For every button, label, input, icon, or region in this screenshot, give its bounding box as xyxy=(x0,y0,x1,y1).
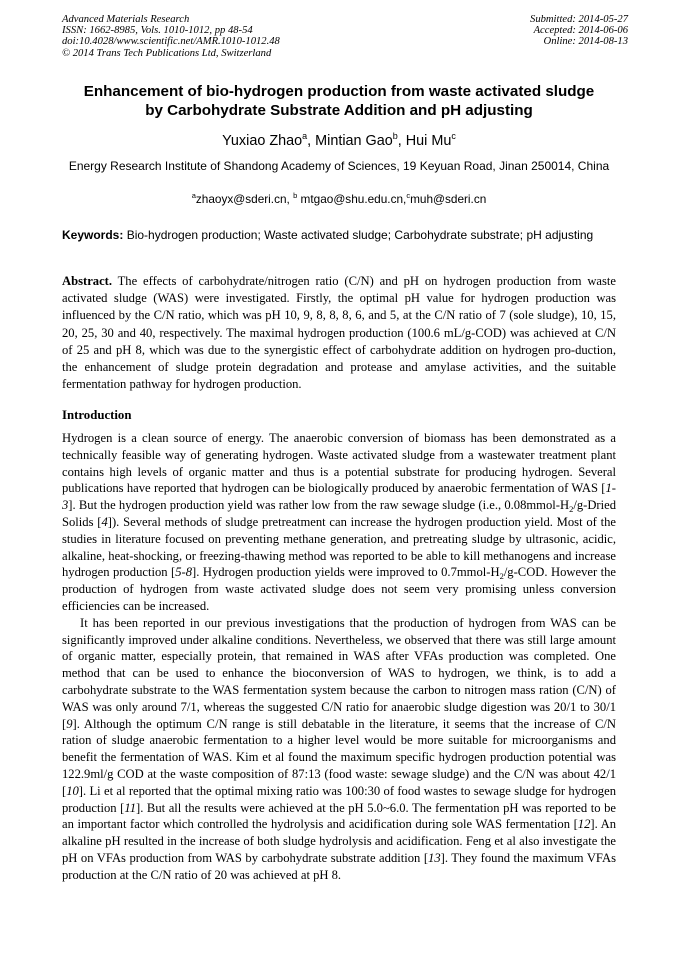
paragraph-text: ]. But all the results were achieved at the pH 5.0~6.0. The fermentation pH was reported to be an important factor which controlled the hydrolysis and acidification during sole WAS fermentation [ xyxy=(62,800,616,832)
section-heading-introduction: Introduction xyxy=(62,408,132,422)
journal-info xyxy=(62,14,280,59)
title-line-1: Enhancement of bio-hydrogen production from waste activated sludge xyxy=(83,83,595,100)
email-address: zhaoyx@sderi.cn, xyxy=(195,192,294,206)
paragraph-text: /g-Dried Solids [ xyxy=(62,498,616,529)
issn-line: ISSN: 1662-8985, Vols. 1010-1012, pp 48-54 xyxy=(62,25,253,37)
paragraph-text: ]. But the hydrogen production yield was rather low from the raw sewage sludge (i.e., 0.08mmol-H xyxy=(68,498,570,513)
paragraph-text: ]. Li et al reported that the optimal mixing ratio was 100:30 of food wastes to sewage sludge for hydrogen production [ xyxy=(62,783,616,815)
email-address: muh@sderi.cn xyxy=(410,192,487,206)
online-date: Online: 2014-08-13 xyxy=(543,36,628,48)
citation: 5-8 xyxy=(175,565,193,580)
author-name: Yuxiao Zhao xyxy=(222,133,303,149)
author-name: Mintian Gao xyxy=(315,133,393,149)
email-address: mtgao@shu.edu.cn, xyxy=(297,192,407,206)
subscript: 2 xyxy=(569,504,574,515)
citation: 13 xyxy=(428,850,441,865)
paper-title xyxy=(40,82,638,120)
paragraph xyxy=(62,615,616,884)
paragraph-text: ]. Hydrogen production yields were improved to 0.7mmol-H xyxy=(192,565,500,580)
abstract-section xyxy=(62,273,616,393)
citation: 12 xyxy=(577,817,591,832)
citation: 11 xyxy=(124,800,137,815)
doi-line: doi:10.4028/www.scientific.net/AMR.1010-1012.48 xyxy=(62,36,280,48)
paragraph xyxy=(62,430,616,615)
abstract-text: The effects of carbohydrate/nitrogen ratio (C/N) and pH on hydrogen production from waste activated sludge (WAS) were investigated. Firstly, the optimal pH value for hydrogen production was influenced by the C/N ratio, which was pH 10, 9, 8, 8, 8, 6, and 5, at the C/N ratio of 7 (sole sludge), 10, 15, 20, 25, 30 and 40, respectively. The maximal hydrogen production (100.6 mL/g-COD) was achieved at C/N of 25 and pH 8, which was due to the synergistic effect of carbohydrate addition on hydrogen pro-duction, the enhancement of sludge protein degradation and protease and amylase activities, and the suitable fermentation pathway for hydrogen production. xyxy=(62,274,616,392)
citation: 4 xyxy=(101,514,108,529)
paragraph-text: ]). Several methods of sludge pretreatment can increase the hydrogen production yield. Most of the studies in literature focused on preventing methane generation, and pretreating sludge by ultrasonic, acidic, alkaline, heat-shocking, or freezing-thawing method was reported to be able to kill methanogens and increase hydrogen production [ xyxy=(62,514,617,580)
author-affiliation-mark: c xyxy=(451,131,456,141)
paragraph-text: It has been reported in our previous investigations that the production of hydrogen from WAS can be significantly improved under alkaline conditions. Nevertheless, we observed that there was still large amount of organic matter, especially protein, that remained in WAS after VFAs production was completed. One method that can be used to enhance the bioconversion of WAS to hydrogen, we think, is to add a carbohydrate substrate to the WAS fermentation system because the carbon to nitrogen mass ration (C/N) of WAS was only around 7/1, whereas the suggested C/N ratio for anaerobic sludge digestion was 20/1 to 30/1 [ xyxy=(62,615,616,731)
title-line-2: by Carbohydrate Substrate Addition and pH adjusting xyxy=(145,102,533,119)
journal-name: Advanced Materials Research xyxy=(62,14,190,25)
subscript: 2 xyxy=(499,571,504,582)
author-name: Hui Mu xyxy=(405,133,452,149)
author-separator: , xyxy=(397,133,406,149)
publication-dates xyxy=(530,14,628,48)
email-mark: a xyxy=(191,191,196,200)
citation: 10 xyxy=(66,783,79,798)
author-list xyxy=(40,133,638,149)
keywords-text: Bio-hydrogen production; Waste activated sludge; Carbohydrate substrate; pH adjusting xyxy=(123,228,594,242)
copyright-line: © 2014 Trans Tech Publications Ltd, Switzerland xyxy=(62,47,272,59)
email-mark: b xyxy=(293,191,298,200)
paragraph-text: /g-COD. However the production of hydrogen from waste activated sludge does not seem very promising unless conversion efficiencies can be increased. xyxy=(62,565,616,613)
keywords-section xyxy=(62,228,616,244)
accepted-date: Accepted: 2014-06-06 xyxy=(533,25,628,37)
citation: 9 xyxy=(66,716,73,731)
paragraph-text: ]. An alkaline pH resulted in the increase of both sludge hydrolysis and acidification. Feng et al also investigate the pH on VFAs production from WAS by carbohydrate substrate addition [ xyxy=(62,817,617,865)
author-separator: , xyxy=(307,133,316,149)
affiliation: Energy Research Institute of Shandong Academy of Sciences, 19 Keyuan Road, Jinan 250014, China xyxy=(68,159,610,173)
paragraph-text: Hydrogen is a clean source of energy. The anaerobic conversion of biomass has been demonstrated as a technically feasible way of generating hydrogen. Waste activated sludge from a wastewater treatment plant contains high levels of organic matter and thus is a potential substrate for producing hydrogen. Several publications have reported that hydrogen can be biologically produced by anaerobic fermentation of WAS [ xyxy=(62,431,616,496)
email-mark: c xyxy=(406,191,411,200)
submitted-date: Submitted: 2014-05-27 xyxy=(530,14,628,25)
keywords-label: Keywords: xyxy=(62,228,124,242)
paragraph-text: ]. Although the optimum C/N range is still debatable in the literature, it seems that the increase of C/N ration of sludge anaerobic fermentation to a higher level would be more suitable for microorganisms and benefit the fermentation of WAS. Kim et al found the maximum specific hydrogen production potential was 122.9ml/g COD at the waste composition of 87:13 (food waste: sewage sludge) and the C/N was about 42/1 [ xyxy=(62,716,616,798)
author-affiliation-mark: b xyxy=(392,131,398,141)
citation: 1-3 xyxy=(62,481,616,513)
author-emails xyxy=(40,192,638,206)
introduction-body xyxy=(62,430,616,884)
author-affiliation-mark: a xyxy=(302,131,308,141)
paragraph-text: ]. They found the maximum VFAs production at the C/N ratio of 20 was achieved at pH 8. xyxy=(62,850,616,882)
abstract-label: Abstract. xyxy=(62,274,113,288)
